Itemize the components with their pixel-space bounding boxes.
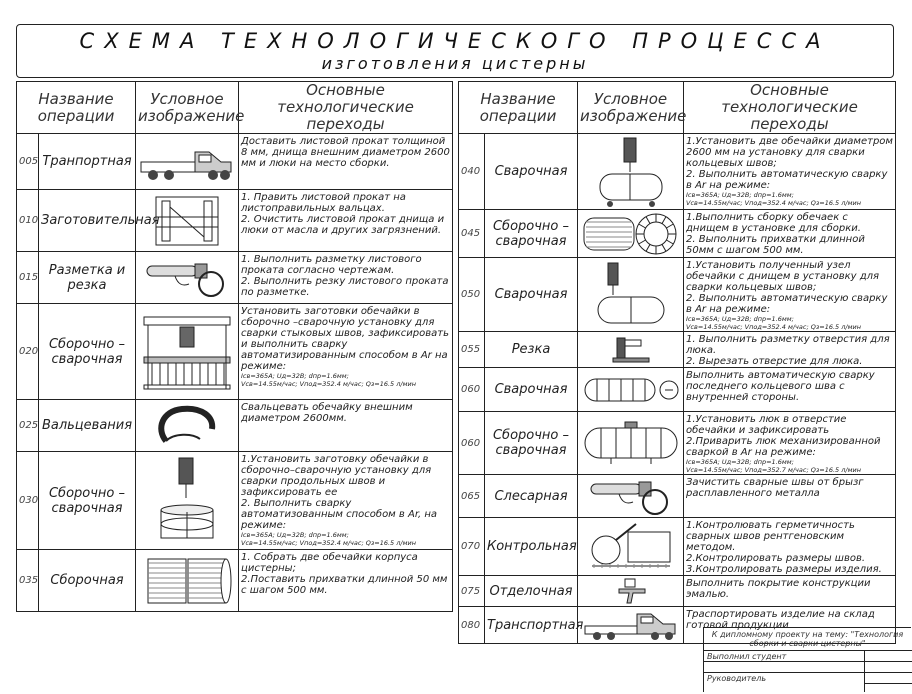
header-tech-steps-right: Основные технологические переходы bbox=[684, 82, 896, 134]
step-line: 2. Выполнить сварку автоматизованным способом в Ar, на режиме: bbox=[241, 498, 438, 531]
step-line: 2. Выполнить автоматическую сварку в Ar на режиме: bbox=[686, 169, 888, 191]
right-process-table bbox=[458, 81, 896, 644]
step-line: Свальцевать обечайку внешним диаметром 2600мм. bbox=[241, 402, 413, 424]
step-line: Выполнить покрытие конструкции эмалью. bbox=[686, 578, 871, 600]
operation-number: 080 bbox=[459, 607, 485, 644]
operation-row bbox=[17, 304, 453, 400]
operation-steps bbox=[684, 412, 896, 475]
operation-name: Сборочно – сварочная bbox=[39, 304, 136, 400]
operation-name: Отделочная bbox=[485, 576, 578, 607]
welding-mode-params: Iсв=365А; Uд=32В; dпр=1.6мм; bbox=[241, 531, 349, 539]
step-line: 1. Править листовой прокат на листоправильных вальцах. bbox=[241, 192, 406, 214]
stamp-grid bbox=[864, 650, 912, 692]
welding-head-shell-icon bbox=[136, 452, 239, 550]
angle-grinder-icon bbox=[136, 252, 239, 304]
step-line: 1.Установить полученный узел обечайки с днищем в установку для сварки кольцевых швов; bbox=[686, 260, 880, 293]
head-assembly-icon bbox=[578, 210, 684, 258]
step-line: Траспортировать изделие на склад готовой продукции bbox=[686, 609, 875, 631]
header-operation-name: Название операции bbox=[17, 82, 136, 134]
step-line: 1.Установить люк в отверстие обечайки и зафиксировать bbox=[686, 414, 847, 436]
operation-steps bbox=[684, 210, 896, 258]
operation-name: Транспортная bbox=[485, 607, 578, 644]
operation-steps bbox=[239, 134, 453, 190]
operation-steps bbox=[239, 304, 453, 400]
step-line: 1. Собрать две обечайки корпуса цистерны; bbox=[241, 552, 418, 574]
step-line: Установить заготовки обечайки в сборочно –сварочную установку для сварки стыковых швов, зафиксировать и выполнить сварку автоматизированным способом в Ar на режиме: bbox=[241, 306, 450, 372]
operation-steps bbox=[684, 576, 896, 607]
operation-name: Разметка и резка bbox=[39, 252, 136, 304]
welding-mode-params: Iсв=365А; Uд=32В; dпр=1.6мм; bbox=[686, 191, 794, 199]
operation-row bbox=[459, 576, 896, 607]
diagram-subtitle: изготовления цистерны bbox=[321, 54, 589, 73]
step-line: 2.Контролировать размеры швов. bbox=[686, 553, 866, 564]
operation-number: 040 bbox=[459, 134, 485, 210]
operation-number: 050 bbox=[459, 258, 485, 332]
operation-number: 070 bbox=[459, 518, 485, 576]
step-line: 2. Выполнить резку листового проката по разметке. bbox=[241, 276, 449, 298]
operation-steps bbox=[239, 452, 453, 550]
operation-steps bbox=[684, 134, 896, 210]
header-symbol-image: Условное изображение bbox=[136, 82, 239, 134]
welding-mode-params: Iсв=365А; Uд=32В; dпр=1.6мм; bbox=[241, 372, 349, 380]
header-operation-name-right: Название операции bbox=[459, 82, 578, 134]
circular-seam-welder-icon bbox=[578, 134, 684, 210]
operation-number: 065 bbox=[459, 475, 485, 518]
left-process-table bbox=[16, 81, 453, 612]
operation-row bbox=[459, 134, 896, 210]
operation-steps bbox=[684, 368, 896, 412]
operation-name: Сборочно – сварочная bbox=[39, 452, 136, 550]
operation-steps bbox=[239, 252, 453, 304]
operation-number: 075 bbox=[459, 576, 485, 607]
step-line: 1.Установить две обечайки диаметром 2600 мм на установку для сварки кольцевых швов; bbox=[686, 136, 893, 169]
operation-row bbox=[17, 134, 453, 190]
operation-row bbox=[17, 452, 453, 550]
angle-grinder-icon bbox=[578, 475, 684, 518]
operation-number: 035 bbox=[17, 550, 39, 612]
stamp-student: Выполнил студент bbox=[704, 650, 867, 662]
operation-name: Вальцевания bbox=[39, 400, 136, 452]
operation-steps bbox=[239, 400, 453, 452]
operation-name: Сварочная bbox=[485, 258, 578, 332]
operation-row bbox=[459, 332, 896, 368]
operation-number: 060 bbox=[459, 412, 485, 475]
operation-name: Слесарная bbox=[485, 475, 578, 518]
step-line: 1.Выполнить сборку обечаек с днищем в установке для сборки. bbox=[686, 212, 861, 234]
step-line: 2. Очистить листовой прокат днища и люки от масла и других загрязнений. bbox=[241, 214, 445, 236]
operation-number: 015 bbox=[17, 252, 39, 304]
operation-name: Резка bbox=[485, 332, 578, 368]
step-line: 2. Вырезать отверстие для люка. bbox=[686, 356, 863, 367]
assembly-welding-rig-icon bbox=[136, 304, 239, 400]
operation-number: 060 bbox=[459, 368, 485, 412]
step-line: 2.Приварить люк механизированной сваркой в Ar на режиме: bbox=[686, 436, 881, 458]
operation-number: 005 bbox=[17, 134, 39, 190]
tank-inner-weld-icon bbox=[578, 368, 684, 412]
step-line: 2. Выполнить прихватки длинной 50мм с шагом 500 мм. bbox=[686, 234, 865, 256]
step-line: 1. Выполнить разметку листового проката согласно чертежам. bbox=[241, 254, 422, 276]
rolled-shell-icon bbox=[136, 400, 239, 452]
operation-steps bbox=[684, 475, 896, 518]
drilling-machine-icon bbox=[578, 332, 684, 368]
operation-number: 025 bbox=[17, 400, 39, 452]
operation-steps bbox=[239, 550, 453, 612]
operation-row bbox=[17, 190, 453, 252]
operation-name: Сварочная bbox=[485, 134, 578, 210]
tank-hatch-icon bbox=[578, 412, 684, 475]
step-line: 2.Поставить прихватки длинной 50 мм с шагом 500 мм. bbox=[241, 574, 448, 596]
two-shells-icon bbox=[136, 550, 239, 612]
operation-name: Транпортная bbox=[39, 134, 136, 190]
step-line: Выполнить автоматическую сварку последнего кольцевого шва с внутренней стороны. bbox=[686, 370, 875, 403]
step-line: 2. Выполнить автоматическую сварку в Ar на режиме: bbox=[686, 293, 888, 315]
operation-row bbox=[17, 550, 453, 612]
stamp-project: К дипломному проекту на тему: "Технология сборки и сварки цистерны" bbox=[711, 630, 904, 648]
welding-mode-params: Iсв=365А; Uд=32В; dпр=1.6мм; bbox=[686, 315, 794, 323]
operation-row bbox=[459, 258, 896, 332]
tank-welding-icon bbox=[578, 258, 684, 332]
step-line: 1.Установить заготовку обечайки в сборочно–сварочную установку для сварки продольных швов и зафиксировать ее bbox=[241, 454, 432, 498]
welding-mode-params: Vсв=14.55м/час; Vпод=352.4 м/час; Qз=16.5 л/мин bbox=[686, 199, 861, 207]
step-line: 1.Контролювать герметичность сварных швов рентгеновским методом. bbox=[686, 520, 855, 553]
operation-steps bbox=[239, 190, 453, 252]
operation-row bbox=[459, 475, 896, 518]
spray-gun-icon bbox=[578, 576, 684, 607]
operation-row bbox=[459, 412, 896, 475]
welding-mode-params: Vсв=14.55м/час; Vпод=352.7 м/час; Qз=16.5 л/мин bbox=[686, 466, 861, 474]
operation-row bbox=[459, 368, 896, 412]
operation-name: Сборочная bbox=[39, 550, 136, 612]
operation-name: Сборочно – сварочная bbox=[485, 210, 578, 258]
x-ray-inspection-icon bbox=[578, 518, 684, 576]
header-tech-steps: Основные технологические переходы bbox=[239, 82, 453, 134]
tanker-truck-icon bbox=[578, 607, 684, 644]
operation-row bbox=[459, 210, 896, 258]
operation-number: 055 bbox=[459, 332, 485, 368]
operation-row bbox=[459, 518, 896, 576]
operation-name: Сварочная bbox=[485, 368, 578, 412]
title-block bbox=[16, 24, 894, 78]
operation-number: 010 bbox=[17, 190, 39, 252]
operation-number: 020 bbox=[17, 304, 39, 400]
operation-row bbox=[17, 252, 453, 304]
welding-mode-params: Vсв=14.55м/час; Vпод=352.4 м/час; Qз=16.5 л/мин bbox=[241, 539, 416, 547]
truck-icon bbox=[136, 134, 239, 190]
operation-name: Заготовительная bbox=[39, 190, 136, 252]
operation-row bbox=[17, 400, 453, 452]
welding-mode-params: Vсв=14.55м/час; Vпод=352.4 м/час; Qз=16.5 л/мин bbox=[686, 323, 861, 331]
operation-name: Сборочно – сварочная bbox=[485, 412, 578, 475]
operation-name: Контрольная bbox=[485, 518, 578, 576]
step-line: Доставить листовой прокат толщиной 8 мм, днища внешним диаметром 2600 мм и люки на место сборки. bbox=[241, 136, 450, 169]
operation-steps bbox=[684, 332, 896, 368]
operation-steps bbox=[684, 258, 896, 332]
step-line: 1. Выполнить разметку отверстия для люка. bbox=[686, 334, 890, 356]
operation-number: 045 bbox=[459, 210, 485, 258]
operation-steps bbox=[684, 518, 896, 576]
step-line: 3.Контролировать размеры изделия. bbox=[686, 564, 882, 575]
header-symbol-image-right: Условное изображение bbox=[578, 82, 684, 134]
welding-mode-params: Vсв=14.55м/час; Vпод=352.4 м/час; Qз=16.5 л/мин bbox=[241, 380, 416, 388]
operation-number: 030 bbox=[17, 452, 39, 550]
welding-mode-params: Iсв=365А; Uд=32В; dпр=1.6мм; bbox=[686, 458, 794, 466]
title-stamp bbox=[703, 627, 911, 692]
diagram-title: СХЕМА ТЕХНОЛОГИЧЕСКОГО ПРОЦЕССА bbox=[79, 29, 831, 53]
stamp-supervisor: Руководитель bbox=[704, 672, 867, 684]
step-line: Зачистить сварные швы от брызг расплавленного металла bbox=[686, 477, 864, 499]
